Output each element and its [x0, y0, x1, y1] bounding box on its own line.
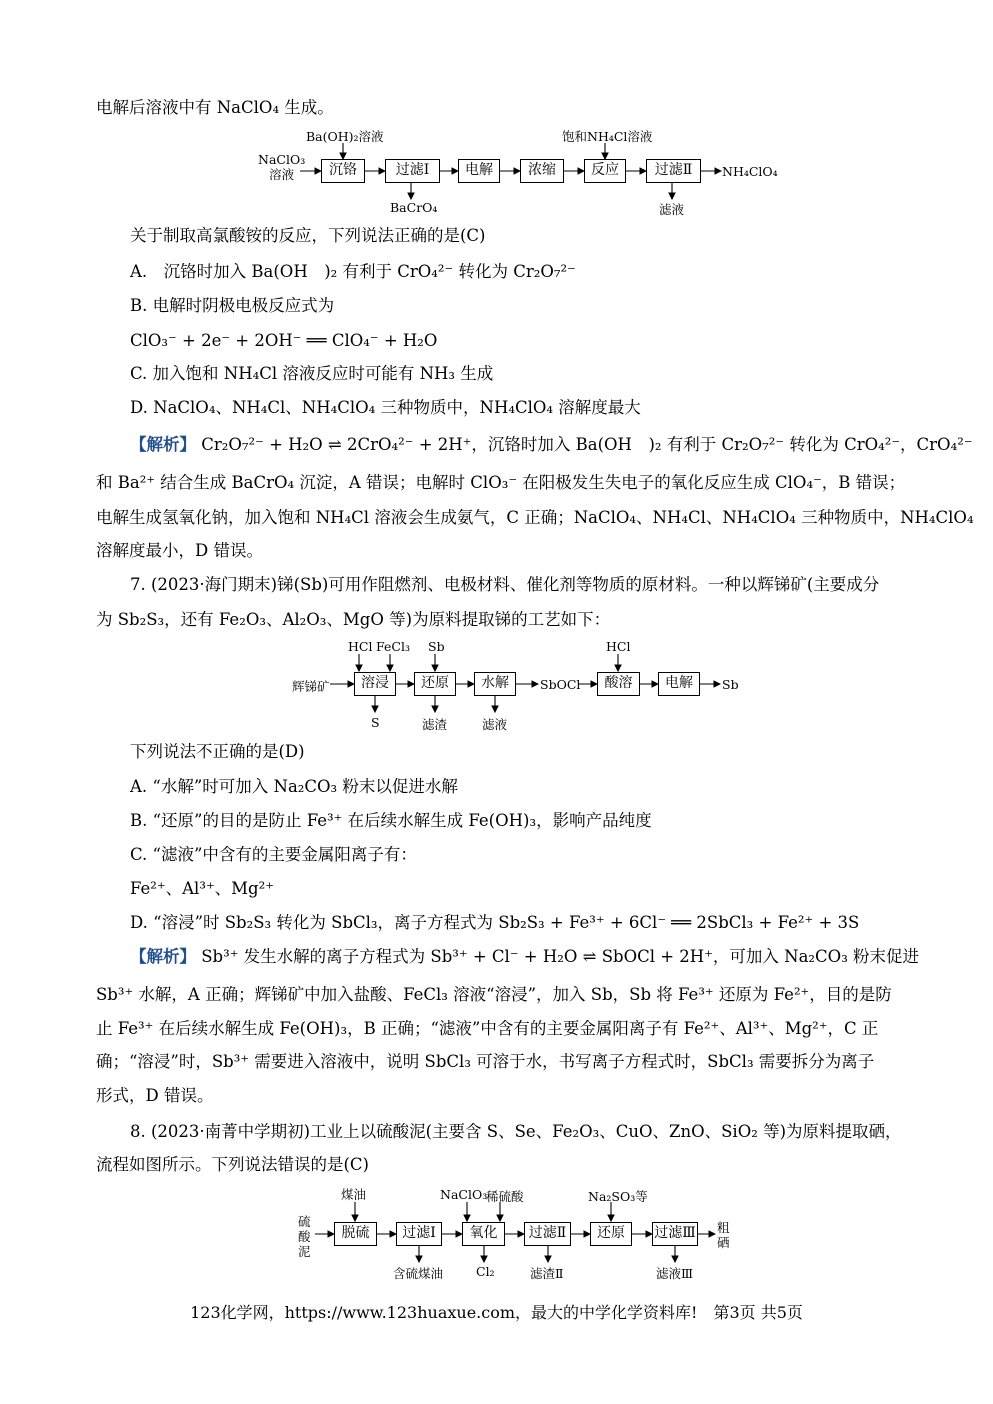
output-label: 硒	[717, 1235, 730, 1250]
byproduct-label: 滤液	[659, 202, 685, 217]
byproduct-label: 滤液	[482, 717, 508, 732]
option-c: C. “滤液”中含有的主要金属阳离子有：	[130, 845, 417, 864]
flow-output	[717, 1220, 730, 1250]
process-box: 还原	[414, 672, 456, 696]
byproduct-label: 滤液Ⅲ	[656, 1266, 694, 1281]
process-box: 浓缩	[520, 159, 564, 183]
flow-input: 辉锑矿	[292, 679, 330, 694]
flow-output: NH₄ClO₄	[722, 164, 778, 179]
process-box: 脱硫	[334, 1222, 377, 1246]
intermediate-label: SbOCl	[540, 677, 581, 692]
process-box: 沉铬	[321, 159, 365, 183]
analysis-text: Cr₂O₇²⁻ + H₂O ⇌ 2CrO₄²⁻ + 2H⁺，沉铬时加入 Ba(OH )₂ 有利于 Cr₂O₇²⁻ 转化为 CrO₄²⁻，CrO₄²⁻	[196, 435, 973, 454]
analysis-line: Sb³⁺ 水解，A 正确；辉锑矿中加入盐酸、FeCl₃ 溶液“溶浸”，加入 Sb，Sb 将 Fe³⁺ 还原为 Fe²⁺，目的是防	[96, 985, 892, 1004]
analysis-line: 形式，D 错误。	[96, 1086, 214, 1105]
byproduct-label: 滤渣Ⅱ	[530, 1266, 564, 1281]
flow-input	[298, 1214, 311, 1259]
reagent-label: Na₂SO₃等	[588, 1189, 648, 1204]
question-8: 8. (2023·南菁中学期初)工业上以硫酸泥(主要含 S、Se、Fe₂O₃、CuO、ZnO、SiO₂ 等)为原料提取硒，	[130, 1122, 902, 1141]
output-label: 粗	[717, 1220, 730, 1235]
option-d: D. “溶浸”时 Sb₂S₃ 转化为 SbCl₃，离子方程式为 Sb₂S₃ + Fe³⁺ + 6Cl⁻ ══ 2SbCl₃ + Fe²⁺ + 3S	[130, 913, 860, 932]
process-box: 溶浸	[354, 672, 396, 696]
analysis-tag: 【解析】	[130, 435, 196, 454]
input-label: 溶液	[269, 167, 295, 182]
reagent-label: HCl	[348, 639, 373, 654]
analysis-tag: 【解析】	[130, 947, 196, 966]
question-7-cont: 为 Sb₂S₃，还有 Fe₂O₃、Al₂O₃、MgO 等)为原料提取锑的工艺如下：	[96, 610, 611, 629]
input-label: 硫	[298, 1214, 311, 1229]
option-d: D. NaClO₄、NH₄Cl、NH₄ClO₄ 三种物质中，NH₄ClO₄ 溶解度最大	[130, 398, 641, 417]
process-box: 过滤Ⅱ	[646, 159, 701, 183]
analysis-line: 止 Fe³⁺ 在后续水解生成 Fe(OH)₃，B 正确；“滤液”中含有的主要金属阳离子有 Fe²⁺、Al³⁺、Mg²⁺，C 正	[96, 1019, 879, 1038]
process-box: 过滤Ⅰ	[396, 1222, 442, 1246]
process-box: 过滤Ⅲ	[652, 1222, 698, 1246]
equation-line: ClO₃⁻ + 2e⁻ + 2OH⁻ ══ ClO₄⁻ + H₂O	[130, 331, 438, 350]
process-box: 水解	[474, 672, 516, 696]
process-box: 还原	[590, 1222, 632, 1246]
reagent-label: Sb	[428, 639, 445, 654]
analysis-line: 确；“溶浸”时，Sb³⁺ 需要进入溶液中，说明 SbCl₃ 可溶于水，书写离子方程式时，SbCl₃ 需要拆分为离子	[96, 1052, 875, 1071]
question-stem: 关于制取高氯酸铵的反应，下列说法正确的是(C)	[130, 226, 486, 245]
page-footer: 123化学网，https://www.123huaxue.com，最大的中学化学资料库! 第3页 共5页	[190, 1303, 803, 1322]
flow-output: Sb	[722, 677, 739, 692]
question-stem: 下列说法不正确的是(D)	[130, 742, 305, 761]
reagent-label: 煤油	[341, 1187, 367, 1202]
process-box: 反应	[584, 159, 626, 183]
question-8-cont: 流程如图所示。下列说法错误的是(C)	[96, 1155, 369, 1174]
analysis-text: Sb³⁺ 发生水解的离子方程式为 Sb³⁺ + Cl⁻ + H₂O ⇌ SbOCl + 2H⁺，可加入 Na₂CO₃ 粉末促进	[196, 947, 920, 966]
reagent-label: HCl	[606, 639, 631, 654]
analysis-line: 电解生成氢氧化钠，加入饱和 NH₄Cl 溶液会生成氨气，C 正确；NaClO₄、NH₄Cl、NH₄ClO₄ 三种物质中，NH₄ClO₄	[96, 508, 974, 527]
process-box: 电解	[458, 159, 500, 183]
input-label: 泥	[298, 1244, 311, 1259]
option-c: C. 加入饱和 NH₄Cl 溶液反应时可能有 NH₃ 生成	[130, 364, 494, 383]
input-label: NaClO₃	[258, 152, 306, 167]
text-line: 电解后溶液中有 NaClO₄ 生成。	[96, 98, 334, 117]
option-a: A. 沉铬时加入 Ba(OH )₂ 有利于 CrO₄²⁻ 转化为 Cr₂O₇²⁻	[130, 262, 576, 281]
process-box: 氧化	[462, 1222, 505, 1246]
process-box: 过滤Ⅱ	[524, 1222, 571, 1246]
option-a: A. “水解”时可加入 Na₂CO₃ 粉末以促进水解	[130, 777, 458, 796]
process-box: 电解	[658, 672, 700, 696]
byproduct-label: 滤渣	[422, 717, 448, 732]
byproduct-label: S	[371, 715, 380, 730]
analysis-line: 溶解度最小，D 错误。	[96, 541, 263, 560]
option-c-cont: Fe²⁺、Al³⁺、Mg²⁺	[130, 879, 274, 898]
reagent-label: FeCl₃	[376, 639, 410, 654]
reagent-label: NaClO₃	[440, 1187, 488, 1202]
input-label: 酸	[298, 1229, 311, 1244]
question-7: 7. (2023·海门期末)锑(Sb)可用作阻燃剂、电极材料、催化剂等物质的原材料。一种以辉锑矿(主要成分	[130, 575, 880, 594]
byproduct-label: Cl₂	[476, 1264, 495, 1279]
reagent-label: 稀硫酸	[486, 1189, 524, 1204]
process-box: 过滤Ⅰ	[385, 159, 440, 183]
process-box: 酸溶	[597, 672, 640, 696]
byproduct-label: BaCrO₄	[390, 200, 438, 215]
analysis-line: 和 Ba²⁺ 结合生成 BaCrO₄ 沉淀，A 错误；电解时 ClO₃⁻ 在阳极发生失电子的氧化反应生成 ClO₄⁻，B 错误；	[96, 473, 906, 492]
reagent-label: Ba(OH)₂溶液	[306, 129, 384, 144]
option-b: B. 电解时阴极电极反应式为	[130, 296, 335, 315]
byproduct-label: 含硫煤油	[393, 1266, 444, 1281]
option-b: B. “还原”的目的是防止 Fe³⁺ 在后续水解生成 Fe(OH)₃，影响产品纯度	[130, 811, 652, 830]
reagent-label: 饱和NH₄Cl溶液	[562, 129, 653, 144]
